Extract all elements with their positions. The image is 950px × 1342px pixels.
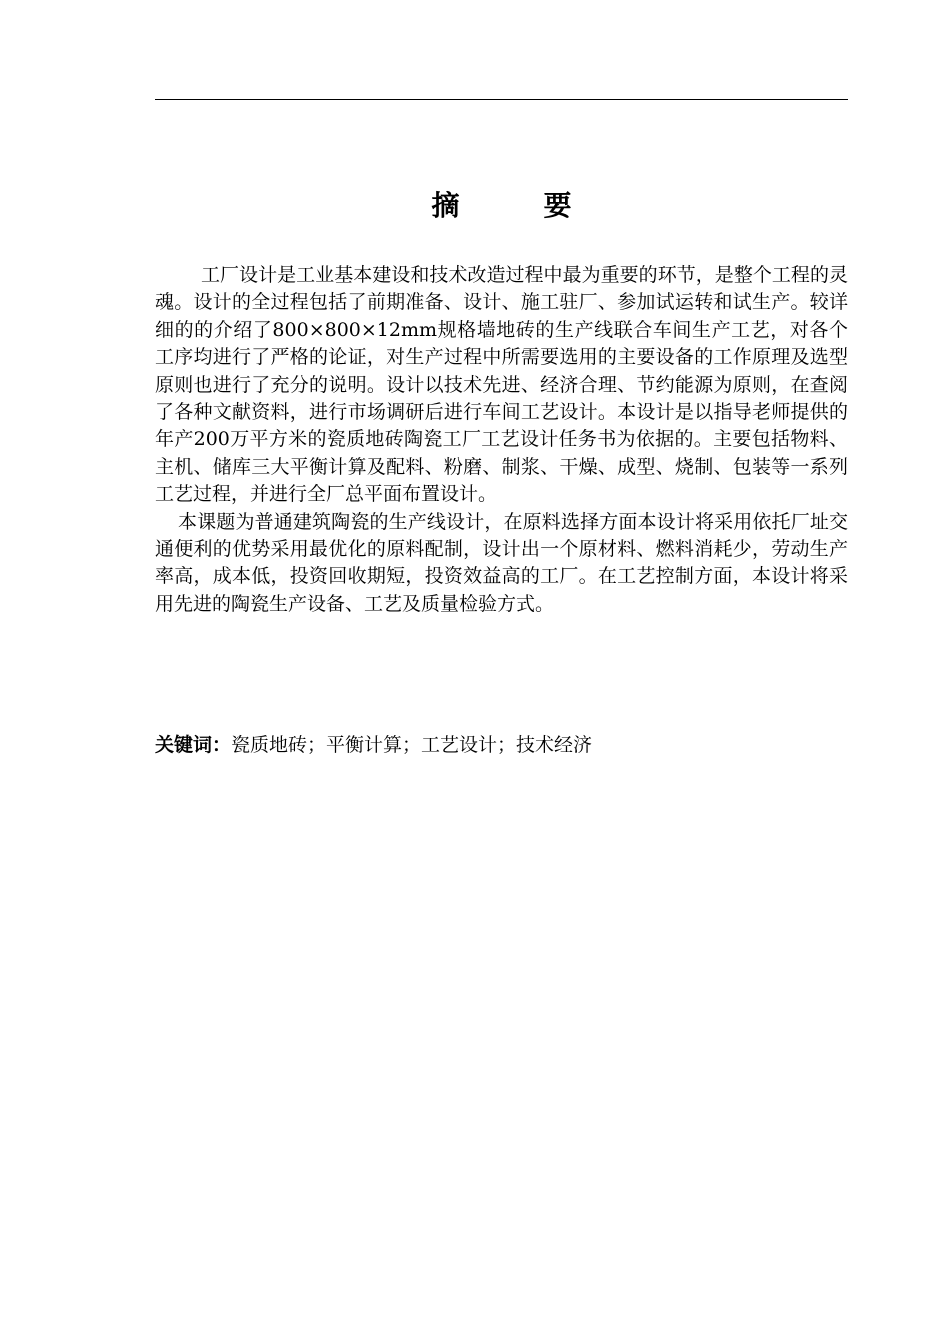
abstract-title: 摘 要	[431, 189, 600, 222]
header-rule	[155, 99, 848, 100]
abstract-paragraph-1: 工厂设计是工业基本建设和技术改造过程中最为重要的环节，是整个工程的灵魂。设计的全过程包括了前期准备、设计、施工驻厂、参加试运转和试生产。较详细的的介绍了800×800×12mm规格墙地砖的生产线联合车间生产工艺，对各个工序均进行了严格的论证，对生产过程中所需要选用的主要设备的工作原理及选型原则也进行了充分的说明。设计以技术先进、经济合理、节约能源为原则，在查阅了各种文献资料，进行市场调研后进行车间工艺设计。本设计是以指导老师提供的年产200万平方米的瓷质地砖陶瓷工厂工艺设计任务书为依据的。主要包括物料、主机、储库三大平衡计算及配料、粉磨、制浆、干燥、成型、烧制、包装等一系列工艺过程，并进行全厂总平面布置设计。	[155, 264, 848, 506]
keywords-list: 瓷质地砖；平衡计算；工艺设计；技术经济	[231, 734, 593, 756]
abstract-paragraph-2: 本课题为普通建筑陶瓷的生产线设计，在原料选择方面本设计将采用依托厂址交通便利的优势采用最优化的原料配制，设计出一个原材料、燃料消耗少，劳动生产率高，成本低，投资回收期短，投资效益高的工厂。在工艺控制方面，本设计将采用先进的陶瓷生产设备、工艺及质量检验方式。	[155, 510, 848, 615]
keywords-line	[155, 732, 848, 759]
abstract-body	[155, 262, 848, 618]
keywords-label: 关键词：	[155, 734, 232, 756]
